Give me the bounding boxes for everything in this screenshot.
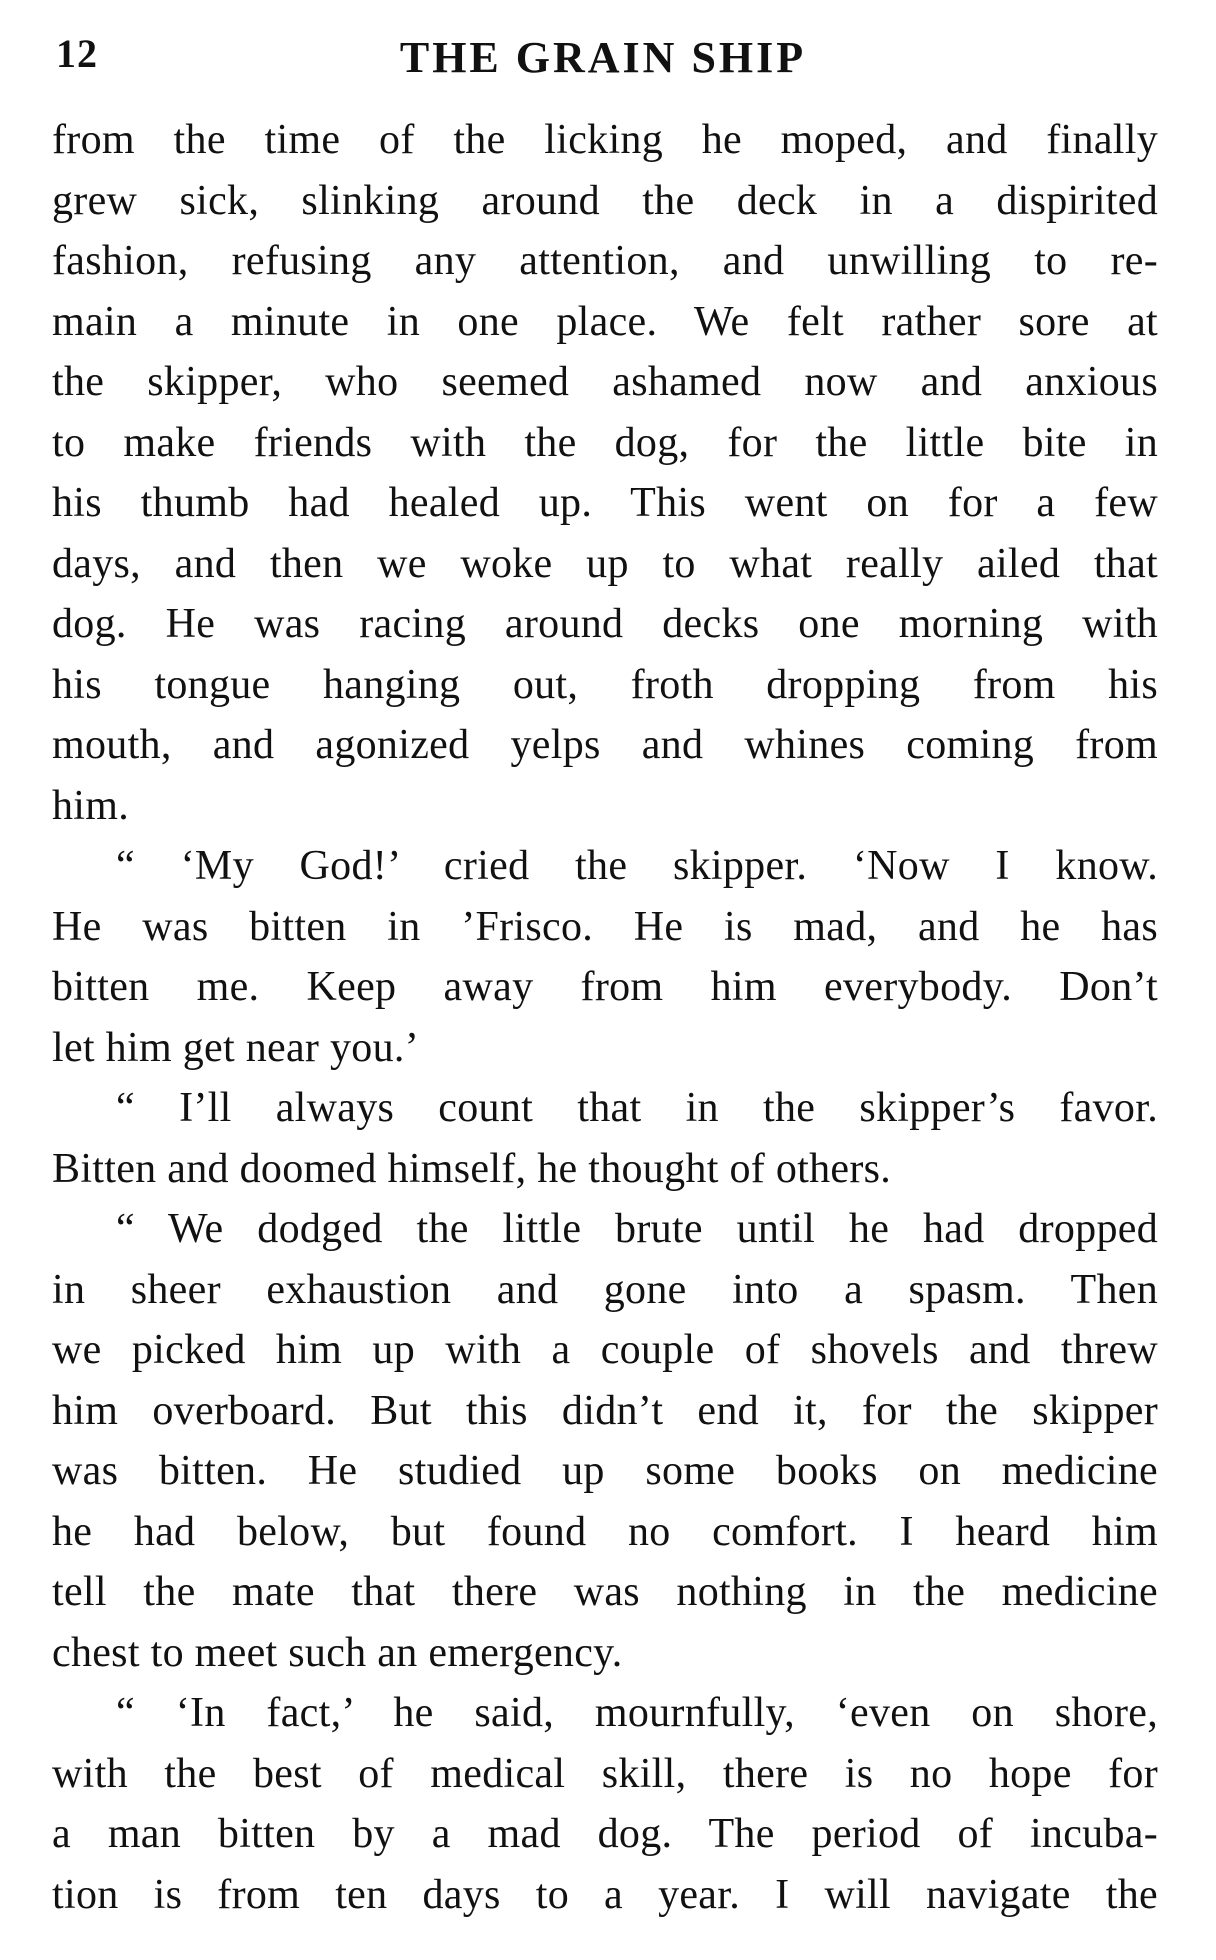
- text-line: “ I’ll always count that in the skipper’s favor.: [116, 1085, 1158, 1131]
- text-line: He was bitten in ’Frisco. He is mad, and he has: [52, 903, 1158, 950]
- text-line: him overboard. But this didn’t end it, for the skipper: [52, 1387, 1158, 1434]
- text-line: he had below, but found no comfort. I heard him: [52, 1508, 1158, 1555]
- text-line: “ We dodged the little brute until he had dropped: [116, 1206, 1158, 1252]
- text-line: “ ‘In fact,’ he said, mournfully, ‘even on shore,: [116, 1690, 1158, 1736]
- page-header: [50, 26, 1156, 86]
- text-line: Bitten and doomed himself, he thought of others.: [52, 1145, 892, 1192]
- text-line: mouth, and agonized yelps and whines coming from: [52, 722, 1158, 768]
- text-line: his thumb had healed up. This went on for a few: [52, 480, 1158, 526]
- text-line: grew sick, slinking around the deck in a dispirited: [52, 177, 1158, 224]
- text-line: bitten me. Keep away from him everybody. Don’t: [52, 964, 1158, 1010]
- text-line: we picked him up with a couple of shovels and threw: [52, 1327, 1158, 1373]
- text-line: main a minute in one place. We felt rather sore at: [52, 298, 1158, 345]
- body-text: [52, 110, 1158, 1925]
- text-line: his tongue hanging out, froth dropping from his: [52, 661, 1158, 708]
- text-line: tion is from ten days to a year. I will navigate the: [52, 1871, 1158, 1918]
- text-line: dog. He was racing around decks one morning with: [52, 601, 1158, 647]
- text-line: fashion, refusing any attention, and unwilling to re-: [52, 238, 1158, 284]
- text-line: in sheer exhaustion and gone into a spasm. Then: [52, 1266, 1158, 1313]
- page-number: 12: [56, 31, 98, 76]
- text-line: him.: [52, 782, 130, 829]
- running-title: THE GRAIN SHIP: [399, 33, 807, 82]
- text-line: from the time of the licking he moped, and finally: [52, 117, 1158, 163]
- text-line: was bitten. He studied up some books on medicine: [52, 1448, 1158, 1494]
- text-line: chest to meet such an emergency.: [52, 1629, 623, 1676]
- text-line: with the best of medical skill, there is no hope for: [52, 1750, 1158, 1797]
- text-line: tell the mate that there was nothing in the medicine: [52, 1569, 1158, 1615]
- text-line: let him get near you.’: [52, 1024, 419, 1071]
- text-line: a man bitten by a mad dog. The period of incuba-: [52, 1811, 1158, 1857]
- text-line: the skipper, who seemed ashamed now and anxious: [52, 359, 1158, 405]
- text-line: days, and then we woke up to what really ailed that: [52, 540, 1158, 587]
- text-line: “ ‘My God!’ cried the skipper. ‘Now I know.: [116, 843, 1158, 889]
- text-line: to make friends with the dog, for the little bite in: [52, 419, 1158, 466]
